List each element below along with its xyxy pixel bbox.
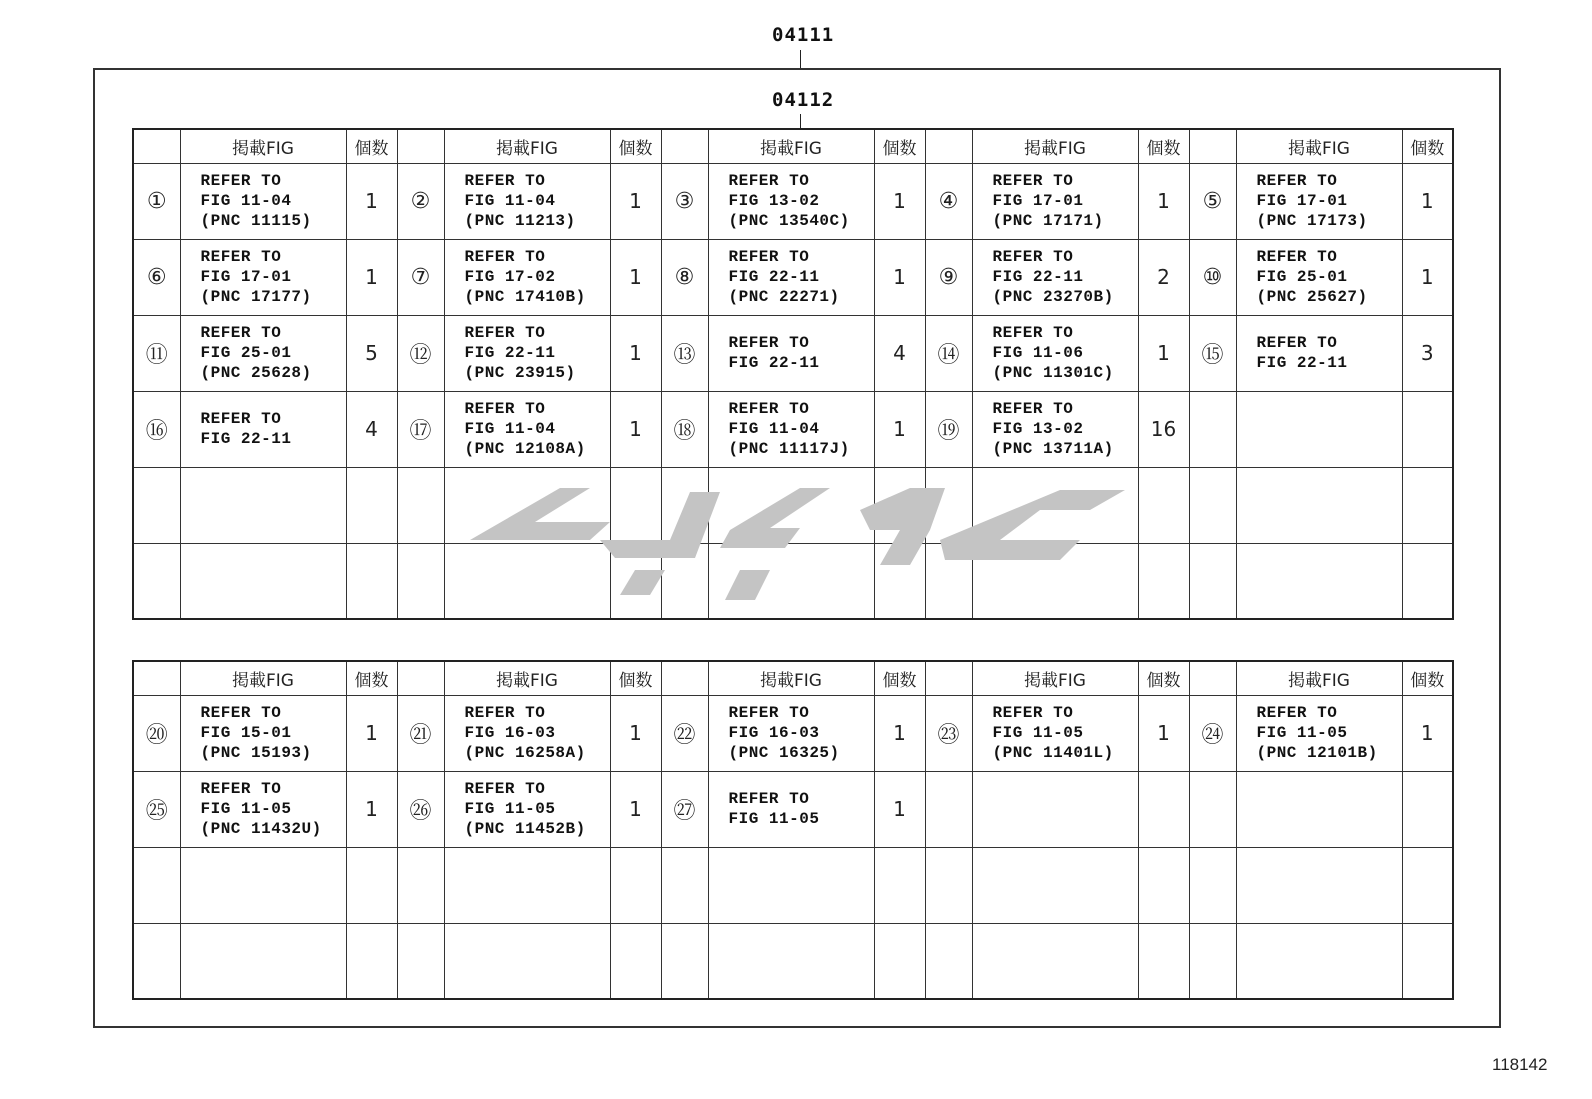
reference-cell (180, 771, 346, 847)
reference-line: REFER TO (728, 400, 810, 418)
reference-line: REFER TO (992, 704, 1074, 722)
reference-line: (PNC 16325) (728, 744, 840, 762)
quantity-cell (874, 543, 925, 619)
quantity-cell (1138, 847, 1189, 923)
reference-cell (444, 163, 610, 239)
header-num-cell (397, 129, 444, 163)
header-qty-label: 個数 (1138, 129, 1189, 163)
callout-number (925, 467, 972, 543)
header-num-cell (397, 661, 444, 695)
reference-cell (1236, 543, 1402, 619)
reference-line: REFER TO (728, 790, 810, 808)
table-row (133, 467, 1453, 543)
reference-line: REFER TO (200, 324, 282, 342)
reference-line: FIG 25-01 (1256, 268, 1348, 286)
header-row (133, 661, 1453, 695)
callout-number: ㉒ (661, 695, 708, 771)
quantity-cell: 1 (874, 771, 925, 847)
reference-line: (PNC 13540C) (728, 212, 850, 230)
callout-number (1189, 543, 1236, 619)
reference-line: FIG 22-11 (464, 344, 556, 362)
reference-cell (1236, 315, 1402, 391)
header-fig-label: 掲載FIG (444, 129, 610, 163)
table-row (133, 847, 1453, 923)
reference-line: (PNC 11452B) (464, 820, 586, 838)
reference-cell (444, 467, 610, 543)
reference-cell (180, 391, 346, 467)
reference-cell (972, 847, 1138, 923)
quantity-cell (346, 467, 397, 543)
table-row (133, 239, 1453, 315)
callout-number: ⑤ (1189, 163, 1236, 239)
header-fig-label: 掲載FIG (708, 129, 874, 163)
quantity-cell: 2 (1138, 239, 1189, 315)
reference-cell (972, 771, 1138, 847)
reference-line: (PNC 17410B) (464, 288, 586, 306)
reference-line: REFER TO (464, 780, 546, 798)
reference-line: REFER TO (1256, 334, 1338, 352)
leader-line-outer (800, 50, 801, 68)
header-num-cell (133, 129, 180, 163)
callout-number (661, 923, 708, 999)
header-fig-label: 掲載FIG (1236, 661, 1402, 695)
reference-line: (PNC 11115) (200, 212, 312, 230)
callout-number (1189, 771, 1236, 847)
quantity-cell: 1 (346, 771, 397, 847)
quantity-cell: 3 (1402, 315, 1453, 391)
reference-line: FIG 11-04 (200, 192, 292, 210)
reference-line: (PNC 17171) (992, 212, 1104, 230)
callout-number: ㉗ (661, 771, 708, 847)
reference-line: (PNC 23270B) (992, 288, 1114, 306)
header-fig-label: 掲載FIG (180, 661, 346, 695)
quantity-cell (610, 923, 661, 999)
callout-number (397, 543, 444, 619)
assembly-label-outer: 04111 (772, 24, 835, 46)
callout-number: ⑮ (1189, 315, 1236, 391)
reference-line: REFER TO (728, 704, 810, 722)
quantity-cell (874, 923, 925, 999)
callout-number: ① (133, 163, 180, 239)
reference-cell (180, 847, 346, 923)
quantity-cell (1138, 467, 1189, 543)
callout-number (661, 467, 708, 543)
reference-line: FIG 11-04 (464, 420, 556, 438)
reference-line: (PNC 11117J) (728, 440, 850, 458)
table-row (133, 695, 1453, 771)
callout-number: ⑯ (133, 391, 180, 467)
callout-number: ③ (661, 163, 708, 239)
callout-number: ⑫ (397, 315, 444, 391)
quantity-cell: 4 (874, 315, 925, 391)
callout-number: ⑦ (397, 239, 444, 315)
header-num-cell (1189, 129, 1236, 163)
assembly-label-inner: 04112 (772, 89, 835, 111)
reference-line: REFER TO (464, 400, 546, 418)
table-row (133, 163, 1453, 239)
quantity-cell (346, 847, 397, 923)
reference-line: (PNC 12108A) (464, 440, 586, 458)
reference-line: (PNC 23915) (464, 364, 576, 382)
header-qty-label: 個数 (610, 661, 661, 695)
quantity-cell: 1 (874, 695, 925, 771)
callout-number (397, 847, 444, 923)
header-num-cell (133, 661, 180, 695)
reference-cell (708, 771, 874, 847)
reference-line: FIG 15-01 (200, 724, 292, 742)
quantity-cell: 1 (1138, 315, 1189, 391)
callout-number: ② (397, 163, 444, 239)
quantity-cell (1138, 543, 1189, 619)
table-row (133, 315, 1453, 391)
reference-cell (972, 923, 1138, 999)
reference-cell (444, 695, 610, 771)
callout-number: ⑱ (661, 391, 708, 467)
quantity-cell: 1 (610, 391, 661, 467)
reference-line: REFER TO (464, 172, 546, 190)
quantity-cell (610, 847, 661, 923)
reference-cell (180, 695, 346, 771)
callout-number (1189, 391, 1236, 467)
reference-cell (180, 315, 346, 391)
quantity-cell (610, 467, 661, 543)
reference-cell (180, 239, 346, 315)
callout-number: ㉑ (397, 695, 444, 771)
header-qty-label: 個数 (1138, 661, 1189, 695)
reference-line: FIG 11-05 (728, 810, 820, 828)
quantity-cell: 1 (1402, 695, 1453, 771)
quantity-cell: 1 (610, 239, 661, 315)
reference-cell (444, 391, 610, 467)
reference-line: FIG 25-01 (200, 344, 292, 362)
callout-number (133, 543, 180, 619)
reference-line: (PNC 25628) (200, 364, 312, 382)
callout-number (1189, 847, 1236, 923)
quantity-cell: 1 (1402, 163, 1453, 239)
reference-cell (1236, 391, 1402, 467)
quantity-cell (1402, 391, 1453, 467)
table-row (133, 391, 1453, 467)
quantity-cell: 1 (610, 315, 661, 391)
reference-line: FIG 11-04 (464, 192, 556, 210)
reference-line: (PNC 11401L) (992, 744, 1114, 762)
header-fig-label: 掲載FIG (708, 661, 874, 695)
reference-cell (180, 163, 346, 239)
quantity-cell: 1 (1138, 695, 1189, 771)
reference-line: REFER TO (464, 324, 546, 342)
header-qty-label: 個数 (874, 661, 925, 695)
quantity-cell: 5 (346, 315, 397, 391)
reference-line: REFER TO (1256, 704, 1338, 722)
reference-line: FIG 17-01 (200, 268, 292, 286)
reference-line: REFER TO (992, 248, 1074, 266)
reference-line: REFER TO (200, 248, 282, 266)
quantity-cell: 16 (1138, 391, 1189, 467)
header-qty-label: 個数 (346, 129, 397, 163)
quantity-cell (1138, 771, 1189, 847)
callout-number (925, 771, 972, 847)
reference-line: FIG 16-03 (464, 724, 556, 742)
reference-line: (PNC 22271) (728, 288, 840, 306)
quantity-cell: 1 (610, 695, 661, 771)
reference-cell (1236, 467, 1402, 543)
reference-cell (444, 239, 610, 315)
reference-cell (708, 163, 874, 239)
callout-number: ⑥ (133, 239, 180, 315)
reference-cell (972, 391, 1138, 467)
reference-line: REFER TO (464, 704, 546, 722)
reference-line: REFER TO (728, 172, 810, 190)
quantity-cell: 1 (346, 695, 397, 771)
callout-number (925, 847, 972, 923)
reference-cell (708, 391, 874, 467)
callout-number (1189, 923, 1236, 999)
header-fig-label: 掲載FIG (972, 129, 1138, 163)
reference-cell (972, 695, 1138, 771)
reference-line: FIG 13-02 (728, 192, 820, 210)
header-qty-label: 個数 (1402, 129, 1453, 163)
reference-cell (708, 695, 874, 771)
quantity-cell: 1 (346, 239, 397, 315)
reference-cell (444, 771, 610, 847)
quantity-cell: 1 (874, 239, 925, 315)
reference-line: FIG 17-01 (1256, 192, 1348, 210)
header-num-cell (661, 661, 708, 695)
callout-number: ㉕ (133, 771, 180, 847)
reference-line: REFER TO (1256, 248, 1338, 266)
reference-cell (180, 923, 346, 999)
callout-number (661, 543, 708, 619)
figure-number: 118142 (1492, 1055, 1548, 1074)
reference-cell (444, 315, 610, 391)
reference-line: FIG 22-11 (992, 268, 1084, 286)
callout-number (133, 923, 180, 999)
reference-line: FIG 22-11 (1256, 354, 1348, 372)
callout-number: ⑲ (925, 391, 972, 467)
header-qty-label: 個数 (346, 661, 397, 695)
reference-line: FIG 11-05 (200, 800, 292, 818)
upper-reference-table (132, 128, 1454, 620)
reference-cell (1236, 239, 1402, 315)
reference-line: REFER TO (464, 248, 546, 266)
reference-cell (444, 543, 610, 619)
callout-number: ㉓ (925, 695, 972, 771)
reference-line: (PNC 11213) (464, 212, 576, 230)
callout-number (925, 923, 972, 999)
callout-number: ⑨ (925, 239, 972, 315)
reference-line: REFER TO (992, 324, 1074, 342)
callout-number (397, 923, 444, 999)
callout-number (133, 467, 180, 543)
quantity-cell: 1 (610, 771, 661, 847)
reference-line: (PNC 25627) (1256, 288, 1368, 306)
reference-line: FIG 13-02 (992, 420, 1084, 438)
leader-line-inner (800, 114, 801, 128)
reference-cell (708, 543, 874, 619)
reference-line: FIG 11-06 (992, 344, 1084, 362)
reference-line: REFER TO (200, 780, 282, 798)
reference-line: FIG 17-01 (992, 192, 1084, 210)
reference-line: REFER TO (992, 400, 1074, 418)
quantity-cell: 1 (346, 163, 397, 239)
reference-line: REFER TO (200, 410, 282, 428)
callout-number: ㉔ (1189, 695, 1236, 771)
reference-line: FIG 17-02 (464, 268, 556, 286)
callout-number (661, 847, 708, 923)
reference-line: (PNC 11301C) (992, 364, 1114, 382)
quantity-cell (610, 543, 661, 619)
lower-reference-table (132, 660, 1454, 1000)
reference-cell (708, 467, 874, 543)
quantity-cell (1402, 771, 1453, 847)
reference-line: REFER TO (200, 172, 282, 190)
callout-number: ⑳ (133, 695, 180, 771)
header-num-cell (925, 661, 972, 695)
callout-number (925, 543, 972, 619)
reference-line: FIG 11-05 (1256, 724, 1348, 742)
reference-cell (972, 543, 1138, 619)
quantity-cell (1402, 923, 1453, 999)
header-qty-label: 個数 (1402, 661, 1453, 695)
reference-line: FIG 22-11 (728, 354, 820, 372)
table-row (133, 543, 1453, 619)
quantity-cell (874, 467, 925, 543)
header-num-cell (1189, 661, 1236, 695)
reference-cell (708, 923, 874, 999)
quantity-cell (1402, 467, 1453, 543)
reference-cell (444, 847, 610, 923)
header-num-cell (925, 129, 972, 163)
reference-line: (PNC 16258A) (464, 744, 586, 762)
reference-cell (1236, 771, 1402, 847)
reference-line: (PNC 17177) (200, 288, 312, 306)
header-qty-label: 個数 (874, 129, 925, 163)
reference-line: REFER TO (992, 172, 1074, 190)
quantity-cell: 1 (1138, 163, 1189, 239)
callout-number: ⑰ (397, 391, 444, 467)
reference-line: FIG 22-11 (200, 430, 292, 448)
quantity-cell: 1 (874, 391, 925, 467)
reference-cell (708, 239, 874, 315)
reference-line: REFER TO (1256, 172, 1338, 190)
reference-line: REFER TO (728, 334, 810, 352)
reference-cell (1236, 163, 1402, 239)
callout-number: ㉖ (397, 771, 444, 847)
table-row (133, 923, 1453, 999)
quantity-cell (1138, 923, 1189, 999)
header-fig-label: 掲載FIG (444, 661, 610, 695)
callout-number (397, 467, 444, 543)
callout-number: ⑪ (133, 315, 180, 391)
header-num-cell (661, 129, 708, 163)
reference-line: (PNC 12101B) (1256, 744, 1378, 762)
callout-number (1189, 467, 1236, 543)
callout-number (133, 847, 180, 923)
reference-cell (972, 163, 1138, 239)
quantity-cell (1402, 543, 1453, 619)
reference-line: FIG 11-05 (992, 724, 1084, 742)
table-row (133, 771, 1453, 847)
reference-line: REFER TO (728, 248, 810, 266)
quantity-cell (346, 543, 397, 619)
quantity-cell (346, 923, 397, 999)
reference-cell (180, 543, 346, 619)
reference-cell (708, 315, 874, 391)
callout-number: ⑭ (925, 315, 972, 391)
reference-line: FIG 11-04 (728, 420, 820, 438)
callout-number: ⑩ (1189, 239, 1236, 315)
callout-number: ⑧ (661, 239, 708, 315)
reference-line: (PNC 17173) (1256, 212, 1368, 230)
reference-cell (708, 847, 874, 923)
reference-line: REFER TO (200, 704, 282, 722)
callout-number: ④ (925, 163, 972, 239)
reference-line: FIG 11-05 (464, 800, 556, 818)
quantity-cell (874, 847, 925, 923)
quantity-cell: 1 (610, 163, 661, 239)
reference-cell (444, 923, 610, 999)
quantity-cell: 1 (1402, 239, 1453, 315)
reference-line: (PNC 15193) (200, 744, 312, 762)
header-fig-label: 掲載FIG (180, 129, 346, 163)
reference-cell (972, 315, 1138, 391)
reference-cell (972, 239, 1138, 315)
header-fig-label: 掲載FIG (972, 661, 1138, 695)
quantity-cell (1402, 847, 1453, 923)
quantity-cell: 1 (874, 163, 925, 239)
reference-line: FIG 16-03 (728, 724, 820, 742)
reference-cell (1236, 847, 1402, 923)
quantity-cell: 4 (346, 391, 397, 467)
header-row (133, 129, 1453, 163)
reference-line: (PNC 11432U) (200, 820, 322, 838)
reference-cell (1236, 695, 1402, 771)
callout-number: ⑬ (661, 315, 708, 391)
reference-line: (PNC 13711A) (992, 440, 1114, 458)
reference-line: FIG 22-11 (728, 268, 820, 286)
header-qty-label: 個数 (610, 129, 661, 163)
header-fig-label: 掲載FIG (1236, 129, 1402, 163)
reference-cell (972, 467, 1138, 543)
reference-cell (1236, 923, 1402, 999)
reference-cell (180, 467, 346, 543)
